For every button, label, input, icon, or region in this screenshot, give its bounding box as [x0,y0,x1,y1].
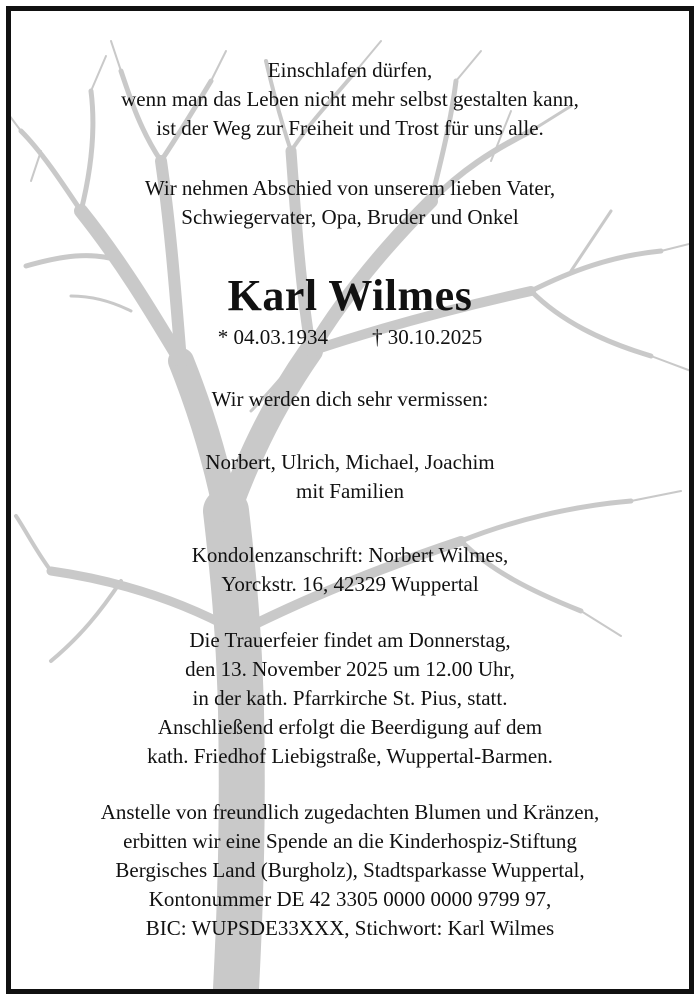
mourners [11,448,689,506]
ceremony-line: den 13. November 2025 um 12.00 Uhr, [185,657,515,681]
motto-line: wenn man das Leben nicht mehr selbst gestalten kann, [121,87,579,111]
donation-line: erbitten wir eine Spende an die Kinderhospiz-Stiftung [123,829,577,853]
intro-line: Schwiegervater, Opa, Bruder und Onkel [181,205,519,229]
life-dates [11,323,689,352]
ceremony-line: in der kath. Pfarrkirche St. Pius, statt. [192,686,508,710]
donation-line: Kontonummer DE 42 3305 0000 0000 9799 97, [148,887,552,911]
burial-line: kath. Friedhof Liebigstraße, Wuppertal-Barmen. [147,744,553,768]
motto-line: ist der Weg zur Freiheit und Trost für uns alle. [156,116,544,140]
black-border-frame [6,6,694,994]
farewell-intro [11,174,689,232]
mourners-line: mit Familien [296,479,404,503]
ceremony-line: Die Trauerfeier findet am Donnerstag, [189,628,511,652]
condolence-line: Kondolenzanschrift: Norbert Wilmes, [191,543,509,567]
donation-line: BIC: WUPSDE33XXX, Stichwort: Karl Wilmes [145,916,555,940]
death-date: † 30.10.2025 [372,325,483,349]
intro-line: Wir nehmen Abschied von unserem lieben Vater, [144,176,556,200]
donation-line: Bergisches Land (Burgholz), Stadtsparkasse Wuppertal, [115,858,585,882]
mourners-line: Norbert, Ulrich, Michael, Joachim [205,450,495,474]
condolence-address [11,541,689,599]
deceased-name [11,271,689,321]
miss-line [11,385,689,414]
burial-info [11,713,689,771]
motto-verse [11,56,689,143]
miss-text: Wir werden dich sehr vermissen: [211,387,489,411]
motto-line: Einschlafen dürfen, [267,58,433,82]
deceased-name-text: Karl Wilmes [227,271,473,320]
burial-line: Anschließend erfolgt die Beerdigung auf dem [157,715,543,739]
condolence-line: Yorckstr. 16, 42329 Wuppertal [221,572,479,596]
funeral-service-info [11,626,689,713]
donation-request [11,798,689,943]
birth-date: * 04.03.1934 [217,325,328,349]
donation-line: Anstelle von freundlich zugedachten Blumen und Kränzen, [100,800,600,824]
